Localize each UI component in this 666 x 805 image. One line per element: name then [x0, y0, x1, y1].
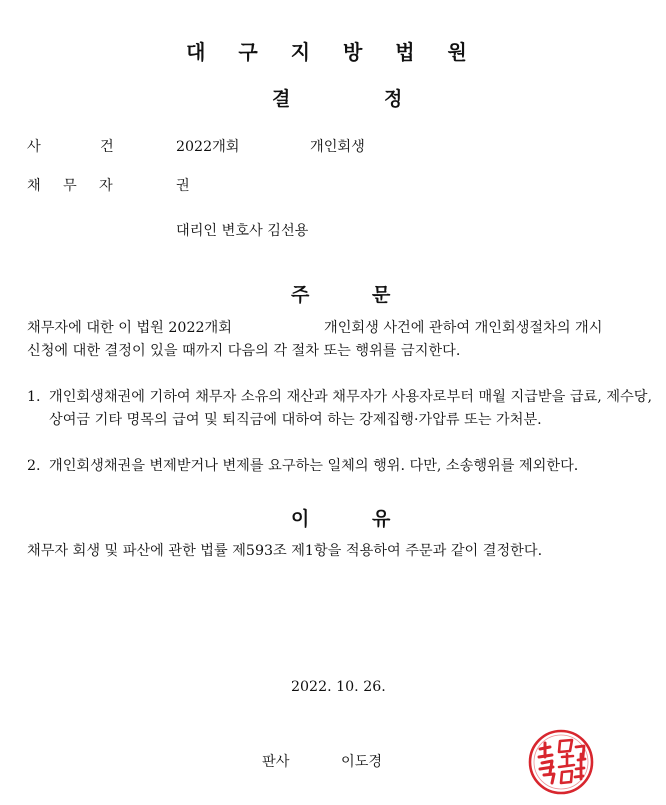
reason-heading-left: 이 — [291, 508, 310, 530]
order-heading-right: 문 — [372, 284, 391, 306]
decision-date: 2022. 10. 26. — [291, 679, 386, 695]
case-number: 2022개회 — [176, 139, 240, 155]
item-number: 1. — [27, 389, 41, 405]
debtor-label-3: 자 — [99, 178, 113, 194]
judge-name: 이도경 — [341, 754, 383, 770]
order-line1-b: 개인회생 사건에 관하여 개인회생절차의 개시 — [324, 320, 603, 336]
list-item — [27, 455, 652, 478]
list-item — [27, 386, 652, 432]
debtor-label-1: 채 — [27, 178, 41, 194]
debtor-label-2: 무 — [63, 178, 77, 194]
debtor-name: 권 — [176, 178, 190, 194]
court-seal-stamp — [526, 727, 596, 797]
representative: 대리인 변호사 김선용 — [176, 223, 309, 239]
case-label-2: 건 — [100, 139, 114, 155]
order-heading-left: 주 — [291, 284, 310, 306]
doc-title-left: 결 — [272, 88, 291, 110]
item-text: 개인회생채권에 기하여 채무자 소유의 재산과 채무자가 사용자로부터 매월 지급받을 급료, 제수당, 상여금 기타 명목의 급여 및 퇴직금에 대하여 하는 강제집행·가압류 또는 가처분. — [49, 389, 652, 428]
reason-text: 채무자 회생 및 파산에 관한 법률 제593조 제1항을 적용하여 주문과 같이 결정한다. — [27, 543, 543, 559]
case-type: 개인회생 — [310, 139, 365, 155]
judge-title: 판사 — [262, 754, 290, 770]
reason-heading-right: 유 — [372, 508, 391, 530]
item-text: 개인회생채권을 변제받거나 변제를 요구하는 일체의 행위. 다만, 소송행위를 제외한다. — [49, 458, 579, 474]
item-number: 2. — [27, 458, 41, 474]
order-line2: 신청에 대한 결정이 있을 때까지 다음의 각 절차 또는 행위를 금지한다. — [27, 343, 461, 359]
case-label-1: 사 — [27, 139, 41, 155]
order-line1-a: 채무자에 대한 이 법원 2022개회 — [27, 320, 232, 336]
doc-title-right: 정 — [384, 88, 403, 110]
court-name: 대 구 지 방 법 원 — [186, 40, 480, 64]
